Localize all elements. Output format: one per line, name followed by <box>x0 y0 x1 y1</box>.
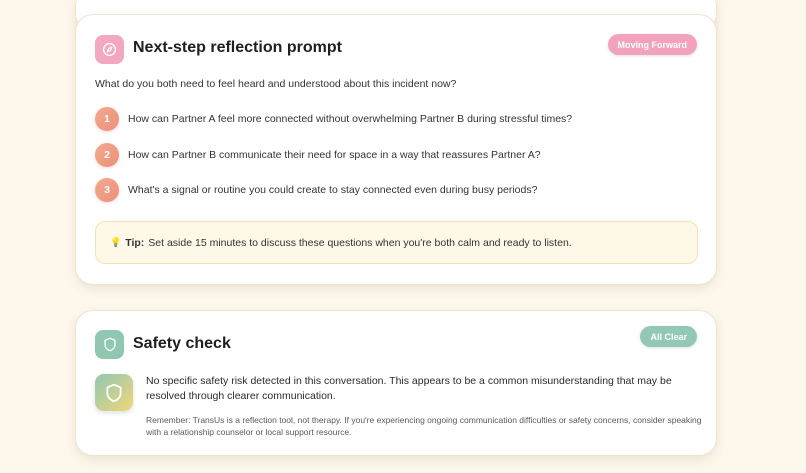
shield-icon <box>95 330 124 359</box>
reflection-prompt-card <box>75 14 717 285</box>
tip-box <box>95 221 698 264</box>
shield-icon <box>95 374 133 411</box>
question-number: 1 <box>95 107 119 131</box>
question-number: 3 <box>95 178 119 202</box>
question-text: How can Partner B communicate their need for space in a way that reassures Partner A? <box>128 149 541 161</box>
compass-icon <box>95 35 124 64</box>
question-text: How can Partner A feel more connected without overwhelming Partner B during stressful times? <box>128 113 573 125</box>
reflection-title: Next-step reflection prompt <box>133 39 342 56</box>
question-number: 2 <box>95 143 119 167</box>
question-item <box>95 178 537 202</box>
all-clear-badge: All Clear <box>640 326 697 347</box>
question-item <box>95 143 541 167</box>
safety-message: No specific safety risk detected in this conversation. This appears to be a common misunderstanding that may be resolved through clearer communication. <box>146 375 672 402</box>
lightbulb-icon: 💡 <box>110 237 122 247</box>
safety-disclaimer: Remember: TransUs is a reflection tool, not therapy. If you're experiencing ongoing communication difficulties or safety concerns, consider speaking with a relationship counselor or local support resource. <box>146 415 702 437</box>
reflection-intro: What do you both need to feel heard and understood about this incident now? <box>95 78 457 90</box>
moving-forward-badge: Moving Forward <box>608 34 698 55</box>
tip-text: Set aside 15 minutes to discuss these questions when you're both calm and ready to listen. <box>148 236 572 249</box>
question-item <box>95 107 572 131</box>
tip-label: Tip: <box>125 236 145 249</box>
safety-title: Safety check <box>133 335 231 352</box>
question-text: What's a signal or routine you could create to stay connected even during busy periods? <box>128 184 538 196</box>
safety-check-card <box>75 310 717 456</box>
